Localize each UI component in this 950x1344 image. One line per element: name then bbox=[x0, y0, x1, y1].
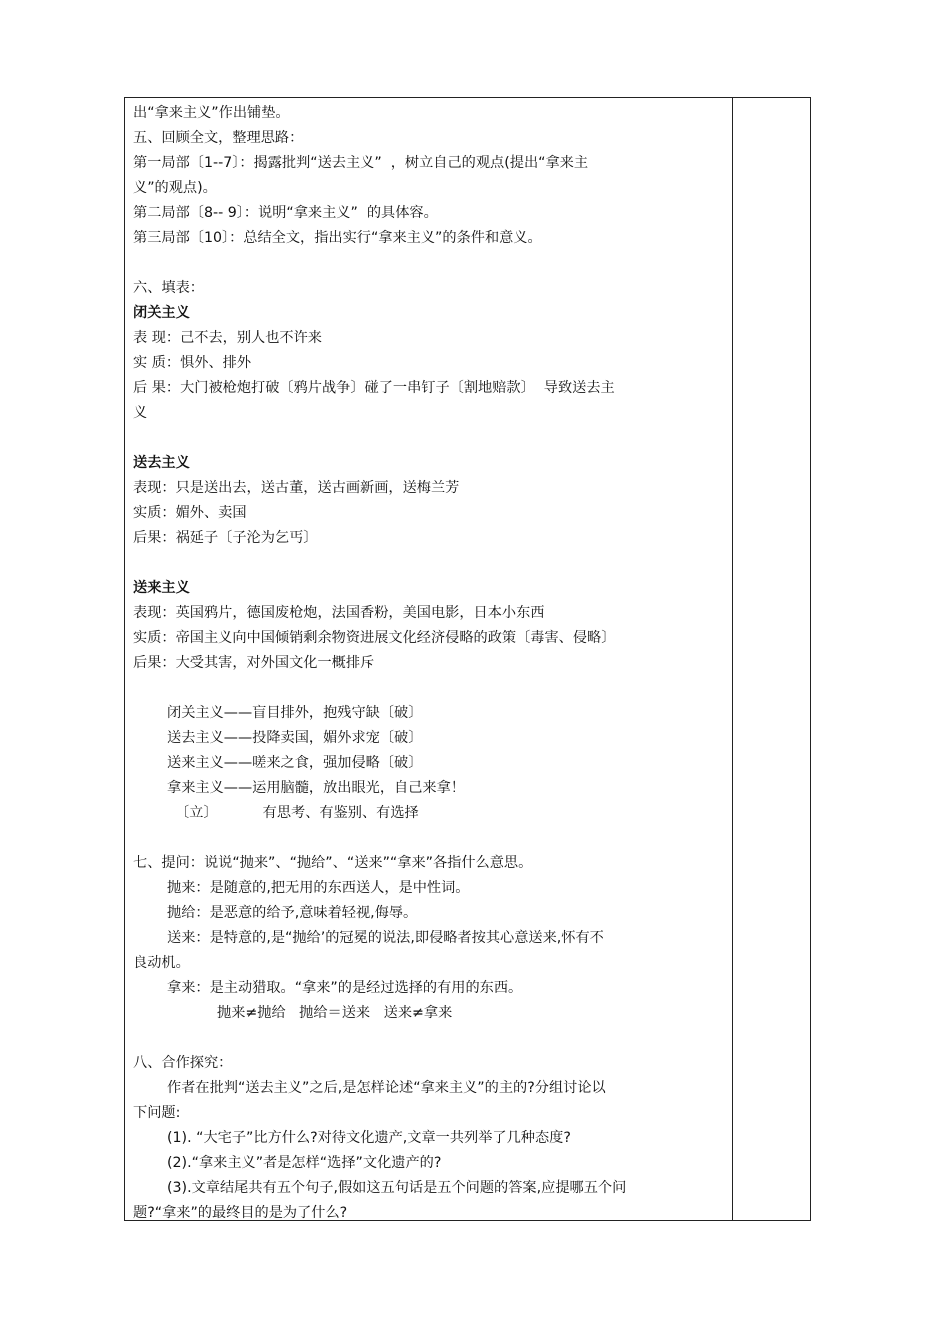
question-item: (3).文章结尾共有五个句子,假如这五句话是五个问题的答案,应提哪五个问 bbox=[167, 1180, 627, 1196]
blank-line bbox=[133, 426, 729, 451]
text-line: 作者在批判“送去主义”之后,是怎样论述“拿来主义”的主的?分组讨论以 bbox=[167, 1080, 606, 1096]
blank-line bbox=[133, 251, 729, 276]
summary-line: 送去主义——投降卖国，媚外求宠〔破〕 bbox=[167, 730, 423, 746]
text-line: 下问题: bbox=[133, 1105, 181, 1121]
text-line: 表 现：己不去，别人也不许来 bbox=[133, 330, 322, 346]
text-line: 题?“拿来”的最终目的是为了什么? bbox=[133, 1205, 348, 1221]
text-line: 实 质：惧外、排外 bbox=[133, 355, 252, 371]
text-line: 出“拿来主义”作出铺垫。 bbox=[133, 105, 290, 121]
text-line: 实质：媚外、卖国 bbox=[133, 505, 247, 521]
section-heading: 八、合作探究： bbox=[133, 1055, 233, 1071]
text-line: 拿来：是主动猎取。“拿来”的是经过选择的有用的东西。 bbox=[167, 980, 523, 996]
blank-line bbox=[133, 676, 729, 701]
blank-line bbox=[133, 1026, 729, 1051]
subheading: 送来主义 bbox=[133, 580, 190, 596]
text-line: 抛来≠抛给 抛给＝送来 送来≠拿来 bbox=[217, 1005, 453, 1021]
subheading: 闭关主义 bbox=[133, 305, 190, 321]
subheading: 送去主义 bbox=[133, 455, 190, 471]
text-line: 表现：英国鸦片，德国废枪炮，法国香粉，美国电影，日本小东西 bbox=[133, 605, 545, 621]
text-line: 后 果：大门被枪炮打破〔鸦片战争〕碰了一串钉子〔割地赔款〕 导致送去主 bbox=[133, 380, 615, 396]
text-line: 送来：是特意的,是“抛给’的冠冕的说法,即侵略者按其心意送来,怀有不 bbox=[167, 930, 604, 946]
text-line: 第二局部〔8-- 9〕：说明“拿来主义” 的具体容。 bbox=[133, 205, 438, 221]
text-line: 后果：大受其害，对外国文化一概排斥 bbox=[133, 655, 375, 671]
text-line: 义”的观点)。 bbox=[133, 180, 217, 196]
text-line: 良动机。 bbox=[133, 955, 190, 971]
column-divider bbox=[732, 97, 733, 1221]
summary-line: 送来主义——嗟来之食，强加侵略〔破〕 bbox=[167, 755, 423, 771]
summary-line: 闭关主义——盲目排外，抱残守缺〔破〕 bbox=[167, 705, 423, 721]
question-item: (2).“拿来主义”者是怎样“选择”文化遗产的? bbox=[167, 1155, 442, 1171]
text-line: 第三局部〔10〕：总结全文，指出实行“拿来主义”的条件和意义。 bbox=[133, 230, 542, 246]
section-heading: 七、提问：说说“抛来”、“抛给”、“送来”“拿来”各指什么意思。 bbox=[133, 855, 533, 871]
section-heading: 六、填表： bbox=[133, 280, 204, 296]
text-line: 第一局部〔1--7〕：揭露批判“送去主义” ，树立自己的观点(提出“拿来主 bbox=[133, 155, 589, 171]
summary-line: 〔立〕 有思考、有鉴别、有选择 bbox=[175, 805, 419, 821]
text-line: 抛给：是恶意的给予,意味着轻视,侮辱。 bbox=[167, 905, 418, 921]
section-heading: 五、回顾全文，整理思路： bbox=[133, 130, 304, 146]
text-line: 实质：帝国主义向中国倾销剩余物资进展文化经济侵略的政策〔毒害、侵略〕 bbox=[133, 630, 616, 646]
blank-line bbox=[133, 551, 729, 576]
text-line: 后果：祸延子〔子沦为乞丐〕 bbox=[133, 530, 318, 546]
text-line: 义 bbox=[133, 405, 148, 421]
text-line: 表现：只是送出去，送古董，送古画新画，送梅兰芳 bbox=[133, 480, 460, 496]
question-item: (1). “大宅子”比方什么?对待文化遗产,文章一共列举了几种态度? bbox=[167, 1130, 571, 1146]
text-line: 抛来：是随意的,把无用的东西送人，是中性词。 bbox=[167, 880, 470, 896]
blank-line bbox=[133, 826, 729, 851]
lesson-content bbox=[133, 101, 729, 1226]
summary-line: 拿来主义——运用脑髓，放出眼光，自己来拿！ bbox=[167, 780, 465, 796]
